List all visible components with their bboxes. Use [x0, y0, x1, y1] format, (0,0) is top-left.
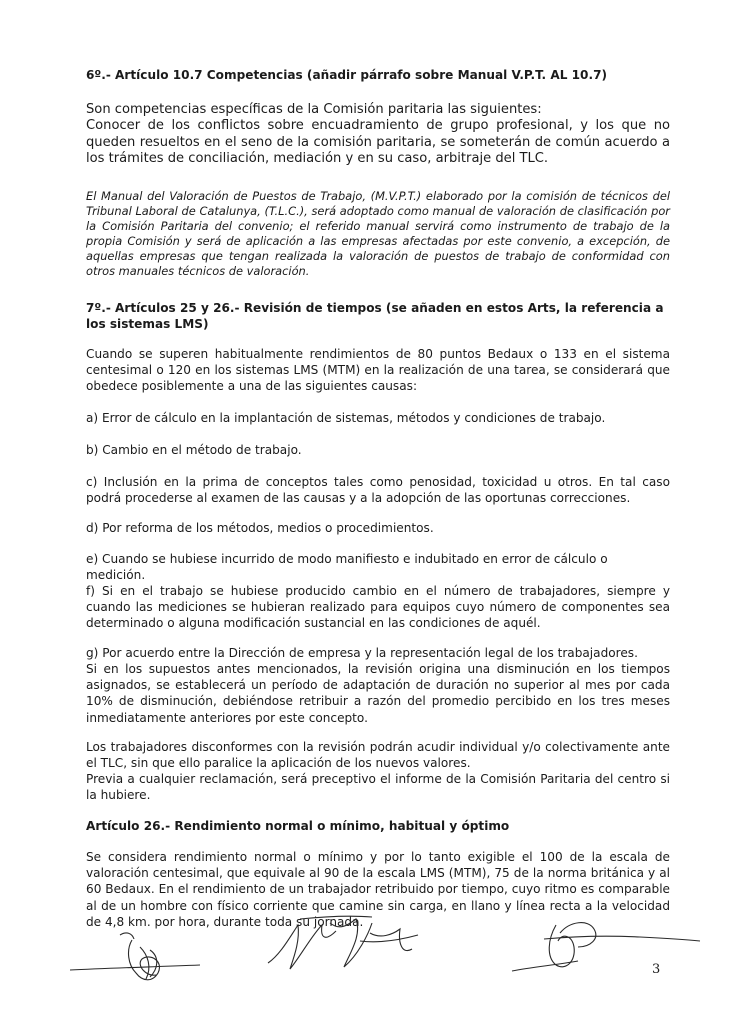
section-6-manual-paragraph: El Manual del Valoración de Puestos de Trabajo, (M.V.P.T.) elaborado por la comisión de técnicos del Tribunal Laboral de Catalunya, (T.L.C.), será adoptado como manual de valoración de clasificación por la Comisión Paritaria del convenio; el referido manual servirá como instrumento de trabajo de la propia Comisión y será de aplicación a las empresas afectadas por este convenio, a excepción, de aquellas empresas que tengan realizada la valoración de puestos de trabajo de conformidad con otros manuales técnicos de valoración.	[86, 189, 670, 279]
prior-claim-paragraph: Previa a cualquier reclamación, será preceptivo el informe de la Comisión Paritaria del centro si la hubiere.	[86, 772, 670, 803]
section-7-heading: 7º.- Artículos 25 y 26.- Revisión de tiempos (se añaden en estos Arts, la referencia a los sistemas LMS)	[86, 301, 664, 332]
signature-2	[268, 916, 418, 969]
article-26-heading: Artículo 26.- Rendimiento normal o mínimo, habitual y óptimo	[86, 819, 510, 833]
signatures-area	[0, 895, 729, 995]
disconformity-paragraph: Los trabajadores disconformes con la revisión podrán acudir individual y/o colectivamente ante el TLC, sin que ello paralice la aplicación de los nuevos valores.	[86, 740, 670, 771]
section-7-intro: Cuando se superen habitualmente rendimientos de 80 puntos Bedaux o 133 en el sistema centesimal o 120 en los sistemas LMS (MTM) en la realización de una tarea, se considerará que obedece posiblemente a una de las siguientes causas:	[86, 347, 670, 394]
cause-a: a) Error de cálculo en la implantación de sistemas, métodos y condiciones de trabajo.	[86, 411, 606, 425]
page-number: 3	[652, 962, 661, 977]
cause-g: g) Por acuerdo entre la Dirección de empresa y la representación legal de los trabajadores.	[86, 646, 638, 660]
cause-d: d) Por reforma de los métodos, medios o procedimientos.	[86, 521, 434, 535]
section-6-body: Conocer de los conflictos sobre encuadramiento de grupo profesional, y los que no queden resueltos en el seno de la comisión paritaria, se someterán de común acuerdo a los trámites de conciliación, mediación y en su caso, arbitraje del TLC.	[86, 118, 670, 166]
cause-f: f) Si en el trabajo se hubiese producido cambio en el número de trabajadores, siempre y cuando las mediciones se hubieran realizado para equipos cuyo número de componentes sea determinado o alguna modificación sustancial en las condiciones de aquél.	[86, 584, 670, 631]
cause-b: b) Cambio en el método de trabajo.	[86, 443, 302, 457]
article-26-body: Se considera rendimiento normal o mínimo y por lo tanto exigible el 100 de la escala de valoración centesimal, que equivale al 90 de la escala LMS (MTM), 75 de la norma británica y al 60 Bedaux. En el rendimiento de un trabajador retribuido por tiempo, cuyo ritmo es comparable al de un hombre con físico corriente que camine sin carga, en llano y línea recta a la velocidad de 4,8 km. por hora, durante toda su jornada.	[86, 850, 670, 929]
cause-g-continuation: Si en los supuestos antes mencionados, la revisión origina una disminución en los tiempos asignados, se establecerá un período de adaptación de duración no superior al mes por cada 10% de disminución, debiéndose retribuir a razón del promedio percibido en los tres meses inmediatamente anteriores por este concepto.	[86, 662, 670, 725]
signature-3	[512, 923, 700, 971]
cause-c: c) Inclusión en la prima de conceptos tales como penosidad, toxicidad u otros. En tal caso podrá procederse al examen de las causas y a la adopción de las oportunas correcciones.	[86, 475, 670, 506]
section-6-heading: 6º.- Artículo 10.7 Competencias (añadir párrafo sobre Manual V.P.T. AL 10.7)	[86, 68, 608, 82]
signature-1	[70, 933, 200, 980]
cause-e: e) Cuando se hubiese incurrido de modo manifiesto e indubitado en error de cálculo o medición.	[86, 552, 608, 583]
section-6-intro: Son competencias específicas de la Comisión paritaria las siguientes:	[86, 102, 542, 117]
